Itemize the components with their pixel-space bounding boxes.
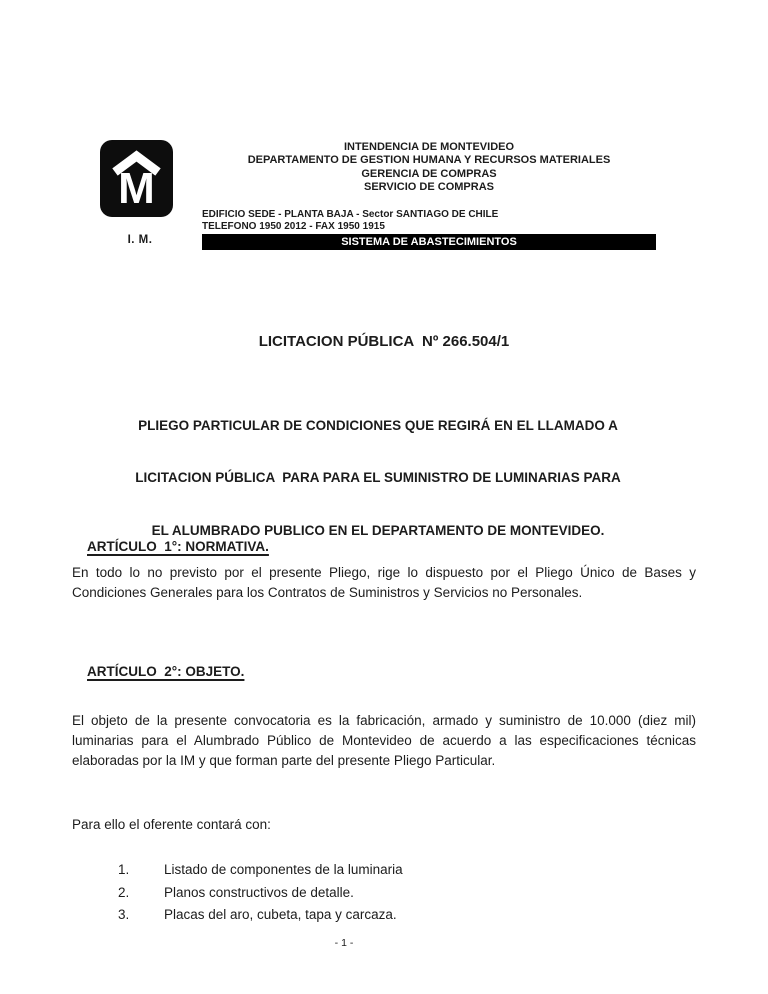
subtitle-line-3: EL ALUMBRADO PUBLICO EN EL DEPARTAMENTO DE MONTEVIDEO. (151, 522, 605, 538)
org-line-3: GERENCIA DE COMPRAS (361, 167, 497, 180)
im-logo (100, 140, 173, 217)
article-2-body: El objeto de la presente convocatoria es la fabricación, armado y suministro de 10.000 (diez mil) luminarias para el Alumbrado Público de Montevideo de acuerdo a las especificaciones técnicas elaboradas por la IM y que forman parte del presente Pliego Particular. (72, 713, 696, 768)
org-line-4: SERVICIO DE COMPRAS (364, 181, 494, 194)
deliverables-list (72, 859, 696, 927)
subtitle-line-2: LICITACION PÚBLICA PARA PARA EL SUMINISTRO DE LUMINARIAS PARA (135, 470, 621, 485)
list-item (72, 904, 696, 927)
list-item-number: 2. (118, 884, 130, 900)
address-line-phone: TELEFONO 1950 2012 - FAX 1950 1915 (202, 220, 385, 232)
header-address (202, 209, 656, 232)
article-2-heading-text: ARTÍCULO 2°: OBJETO. (87, 664, 245, 679)
article-1-body: En todo lo no previsto por el presente Pliego, rige lo dispuesto por el Pliego Único de Bases y Condiciones Generales para los Contratos de Suministros y Servicios no Personales. (72, 565, 696, 600)
org-line-2: DEPARTAMENTO DE GESTION HUMANA Y RECURSOS MATERIALES (247, 154, 611, 167)
list-item-number: 1. (118, 862, 130, 877)
document-title: LICITACION PÚBLICA Nº 266.504/1 (258, 333, 510, 350)
banner-label: SISTEMA DE ABASTECIMIENTOS (341, 235, 517, 248)
page-number: - 1 - (334, 937, 354, 949)
supply-system-banner (202, 234, 656, 251)
logo-monogram: M (118, 164, 155, 213)
list-item-text: Planos constructivos de detalle. (164, 884, 354, 900)
list-item (72, 882, 696, 905)
list-item-number: 3. (118, 907, 130, 922)
list-item-text: Placas del aro, cubeta, tapa y carcaza. (164, 907, 397, 922)
list-item (72, 859, 696, 882)
article-2-list-intro: Para ello el oferente contará con: (72, 817, 271, 832)
article-1-heading-text: ARTÍCULO 1°: NORMATIVA. (87, 539, 269, 554)
header-org-lines (202, 141, 656, 195)
org-line-1: INTENDENCIA DE MONTEVIDEO (343, 141, 515, 153)
subtitle-line-1: PLIEGO PARTICULAR DE CONDICIONES QUE REGIRÁ EN EL LLAMADO A (138, 417, 618, 433)
im-logo-icon (100, 140, 173, 217)
article-2-heading (72, 648, 696, 696)
list-item-text: Listado de componentes de la luminaria (164, 862, 403, 877)
address-line-building: EDIFICIO SEDE - PLANTA BAJA - Sector SANTIAGO DE CHILE (202, 209, 499, 220)
logo-caption: I. M. (127, 234, 153, 246)
